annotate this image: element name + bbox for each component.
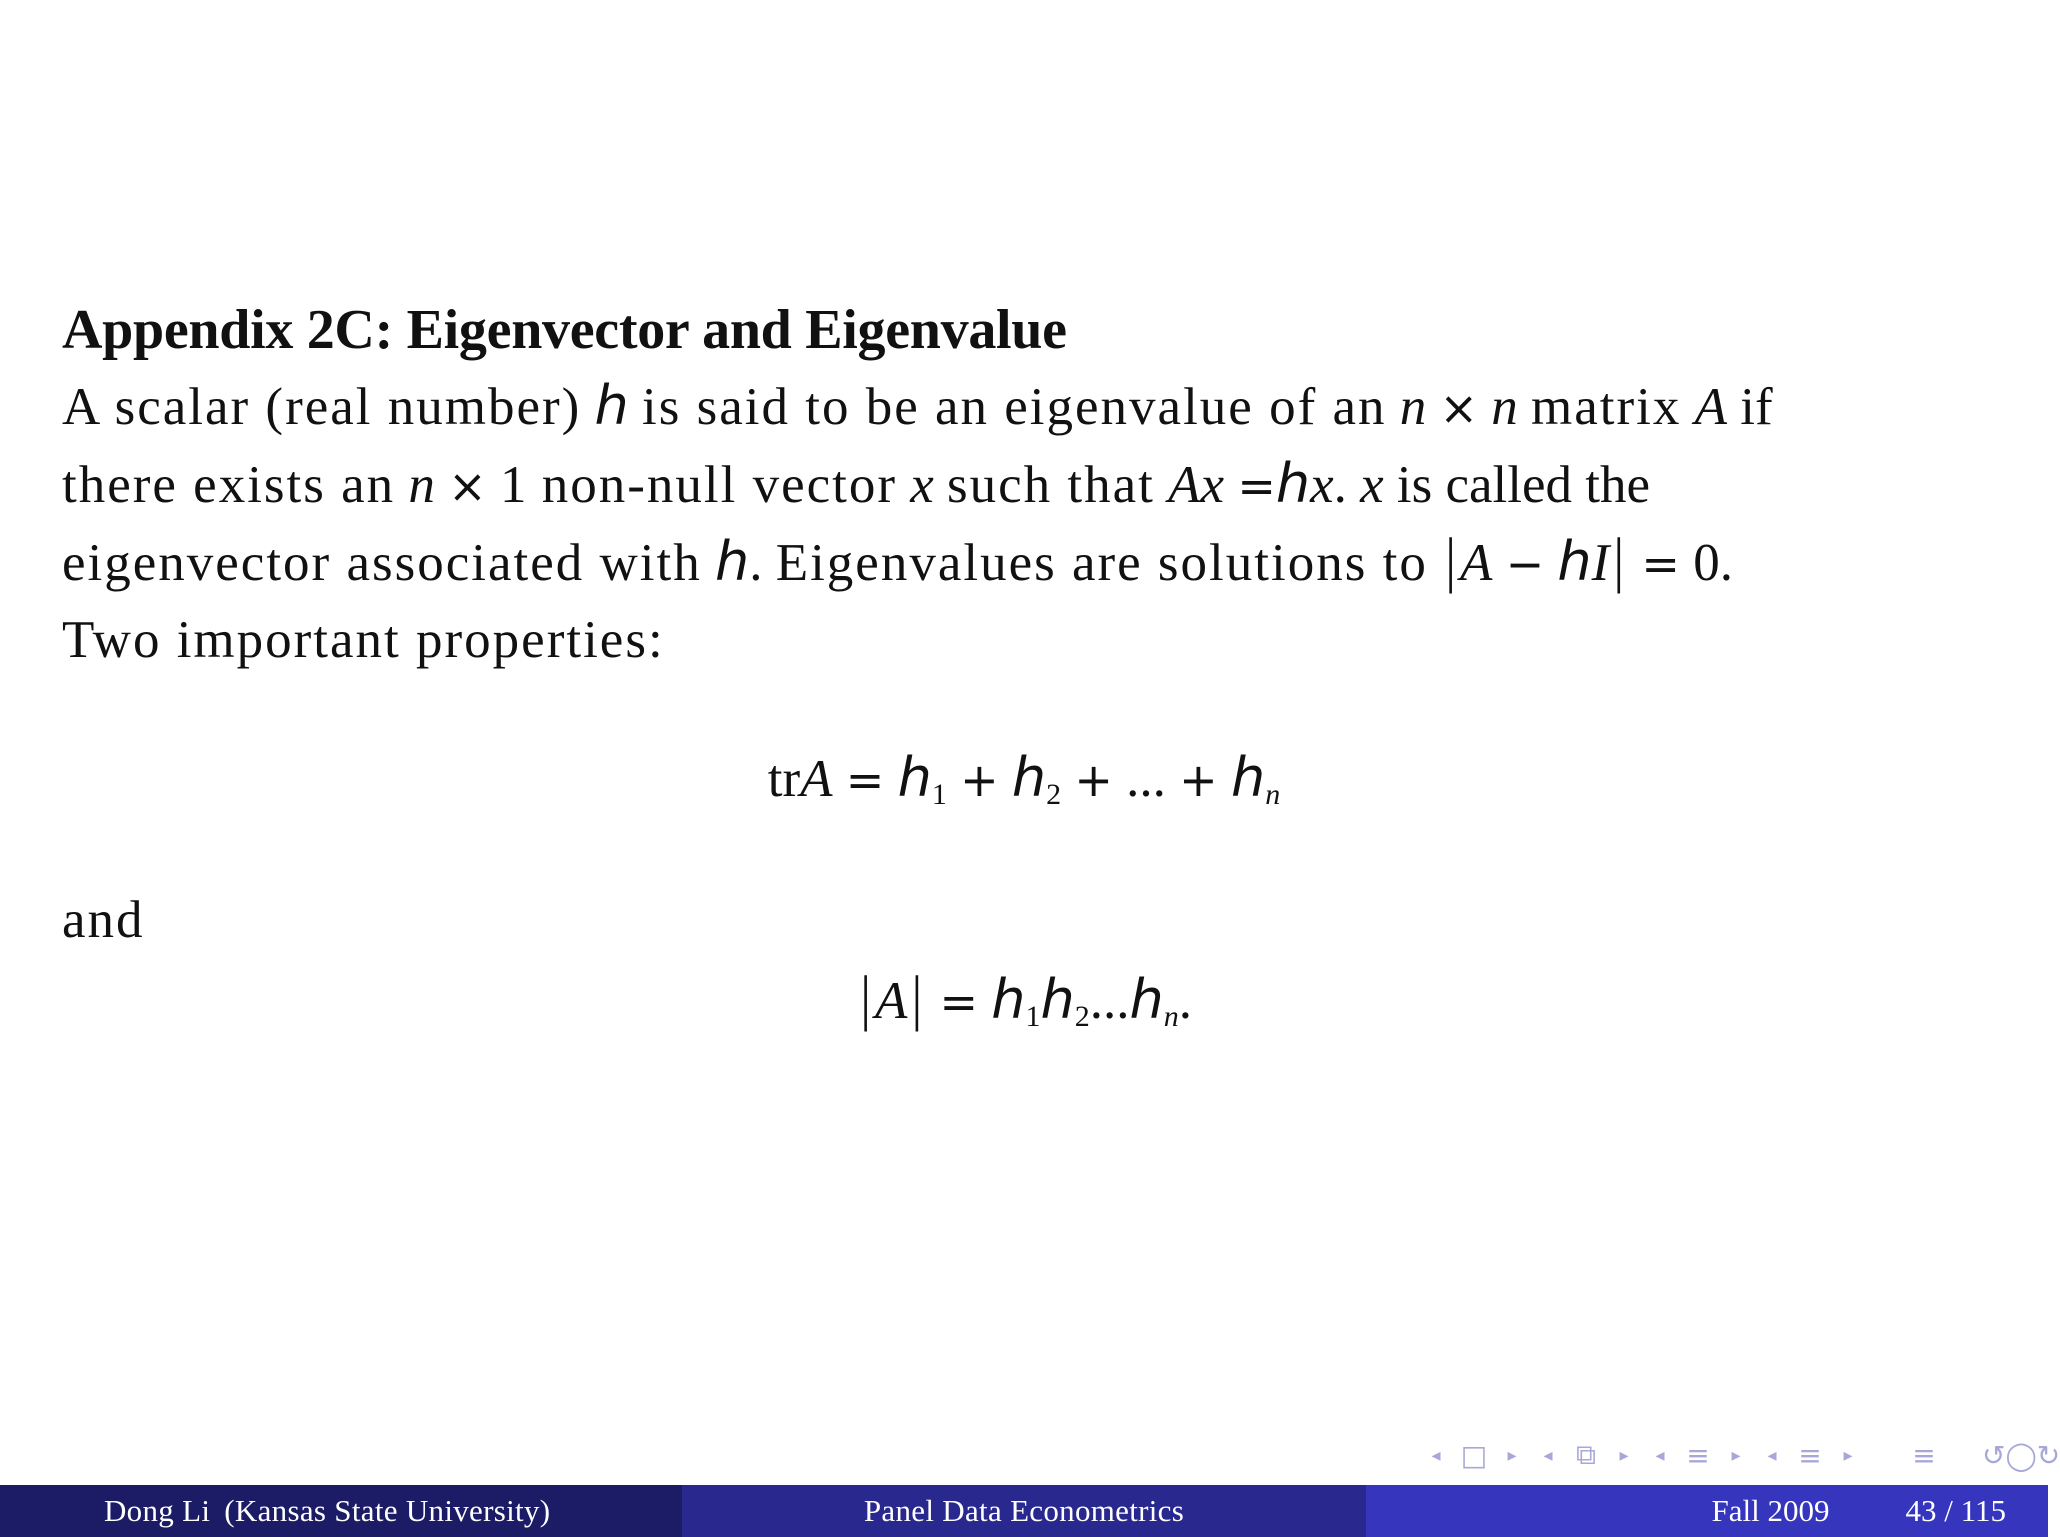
math-A: A: [800, 750, 833, 808]
align-icon[interactable]: ≡: [1912, 1438, 1936, 1472]
math-x: x: [1360, 456, 1384, 514]
math-plus: +: [1074, 753, 1113, 807]
math-times: ×: [1439, 381, 1479, 435]
math-times: ×: [448, 459, 487, 513]
nav-prev-document-icon[interactable]: ◂: [1767, 1444, 1777, 1466]
search-back-forward-icon[interactable]: ↺◯↻: [1982, 1438, 2060, 1472]
definition-paragraph: [62, 368, 1992, 678]
nav-next-frame-icon[interactable]: ▸: [1507, 1444, 1517, 1466]
math-plus: +: [960, 753, 999, 807]
and-text: and: [62, 891, 145, 949]
text-span: is said to be an eigenvalue of an: [642, 378, 1387, 436]
document-icon[interactable]: ≡: [1798, 1438, 1822, 1472]
text-span: matrix: [1531, 378, 1682, 436]
nav-next-subsection-icon[interactable]: ▸: [1619, 1444, 1629, 1466]
definition-line-4: Two important properties:: [62, 611, 665, 669]
math-dots: ...: [1089, 972, 1130, 1030]
math-h: h: [1230, 746, 1266, 809]
math-h: h: [1040, 968, 1075, 1031]
text-span: non-null vector: [541, 456, 897, 514]
math-A: A: [1694, 378, 1728, 436]
nav-prev-frame-icon[interactable]: ◂: [1431, 1444, 1441, 1466]
text-span: A scalar (real number): [62, 378, 582, 436]
math-minus: −: [1505, 537, 1545, 591]
math-h: h: [1011, 746, 1047, 809]
math-h: h: [897, 746, 932, 809]
footer-title: Panel Data Econometrics: [863, 1493, 1185, 1528]
math-subscript: n: [1163, 1000, 1179, 1033]
math-h: h: [1557, 530, 1592, 593]
nav-next-section-icon[interactable]: ▸: [1731, 1444, 1741, 1466]
math-subscript: 2: [1074, 1000, 1090, 1033]
text-span: such that: [947, 456, 1155, 514]
math-x: x: [910, 456, 934, 514]
abs-bar: |: [856, 967, 875, 1032]
math-equals: =: [1237, 459, 1276, 513]
frame-icon[interactable]: □: [1460, 1438, 1488, 1472]
math-I: I: [1591, 534, 1610, 592]
footer-institution: (Kansas State University): [224, 1493, 551, 1528]
footer-author-section: [0, 1485, 682, 1537]
footer-date-section: [1366, 1485, 2048, 1537]
footer-author: Dong Li: [104, 1493, 211, 1528]
beamer-navigation: [1418, 1435, 2060, 1475]
math-subscript: 1: [1025, 1000, 1041, 1033]
math-h: h: [1129, 968, 1164, 1031]
math-h: h: [991, 968, 1026, 1031]
math-h: h: [1275, 452, 1311, 515]
text-span: Eigenvalues are solutions to: [775, 534, 1428, 592]
slide-title: Appendix 2C: Eigenvector and Eigenvalue: [62, 299, 1067, 361]
math-h: h: [594, 374, 629, 437]
slide-content: [62, 292, 1992, 678]
math-h: h: [714, 530, 750, 593]
math-one: 1: [499, 456, 529, 514]
math-equals: =: [845, 753, 885, 807]
math-period: .: [1178, 972, 1192, 1030]
math-plus: +: [1179, 753, 1218, 807]
definition-line-2: there exists an n × 1 non-null vector x such that Ax =hx. x is called the: [62, 452, 1651, 515]
math-x: x: [1310, 456, 1334, 514]
math-equals: =: [939, 975, 978, 1029]
math-tr: tr: [767, 750, 801, 808]
math-zero: 0.: [1693, 534, 1733, 592]
text-span: there exists an: [62, 456, 396, 514]
trace-equation: [0, 740, 2048, 818]
abs-bar: |: [1441, 529, 1460, 594]
math-subscript: 1: [931, 778, 947, 811]
math-A: A: [1459, 534, 1493, 592]
math-subscript: n: [1265, 778, 1281, 811]
math-equals: =: [1641, 537, 1680, 591]
text-span: eigenvector associated with: [62, 534, 702, 592]
math-A: A: [874, 972, 908, 1030]
text-span: is called the: [1396, 456, 1651, 514]
math-n: n: [1399, 378, 1427, 436]
footer-page-number: 43 / 115: [1905, 1493, 2006, 1528]
nav-prev-section-icon[interactable]: ◂: [1655, 1444, 1665, 1466]
abs-bar: |: [1609, 529, 1629, 594]
math-Ax: Ax: [1168, 456, 1225, 514]
footer-title-section: [682, 1485, 1366, 1537]
footer-date: Fall 2009: [1711, 1493, 1830, 1528]
footer-bar: [0, 1485, 2048, 1537]
nav-next-document-icon[interactable]: ▸: [1843, 1444, 1853, 1466]
math-subscript: 2: [1046, 778, 1062, 811]
nav-prev-subsection-icon[interactable]: ◂: [1543, 1444, 1553, 1466]
math-dots: ...: [1126, 750, 1166, 808]
definition-line-3: eigenvector associated with h. Eigenvalues are solutions to |A − hI| = 0.: [62, 529, 1733, 594]
math-n: n: [408, 456, 435, 514]
text-span: if: [1740, 378, 1773, 436]
determinant-equation: [0, 962, 2048, 1040]
abs-bar: |: [907, 967, 927, 1032]
math-n: n: [1491, 378, 1518, 436]
definition-line-1: [62, 368, 1992, 446]
subsection-icon[interactable]: ⧉: [1576, 1438, 1596, 1471]
section-icon[interactable]: ≡: [1686, 1438, 1710, 1472]
